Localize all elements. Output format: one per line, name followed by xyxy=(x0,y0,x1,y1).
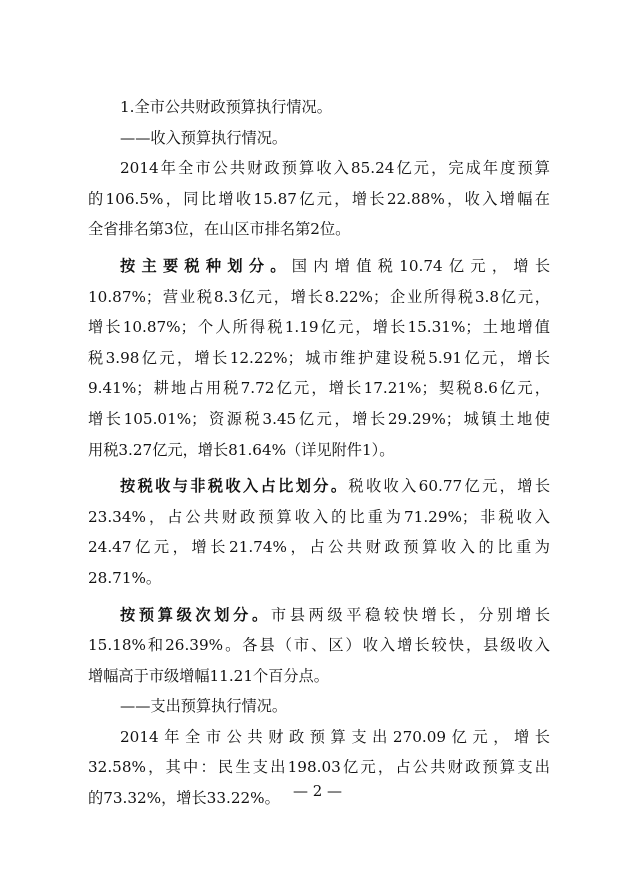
paragraph-lead: 按主要税种划分。 xyxy=(120,256,292,275)
text-line: 10.87%；营业税8.3亿元，增长8.22%；企业所得税3.8亿元， xyxy=(88,287,550,306)
text-line: 15.18%和26.39%。各县（市、区）收入增长较快，县级收入 xyxy=(88,636,550,655)
text-line: 按预算级次划分。市县两级平稳较快增长，分别增长 xyxy=(120,605,550,624)
text-line: 按税收与非税收入占比划分。税收收入60.77亿元，增长 xyxy=(120,477,550,496)
subsection-expense-heading: ——支出预算执行情况。 xyxy=(120,697,288,716)
section-heading: 1.全市公共财政预算执行情况。 xyxy=(120,98,332,116)
text-line: 用税3.27亿元，增长81.64%（详见附件1）。 xyxy=(88,440,395,459)
paragraph-by-budget-level xyxy=(88,600,550,692)
text-line: 的106.5%，同比增收15.87亿元，增长22.88%，收入增幅在 xyxy=(88,189,550,208)
text-line: 按主要税种划分。国内增值税10.74亿元，增长 xyxy=(120,256,550,275)
text-line: 增长105.01%；资源税3.45亿元，增长29.29%；城镇土地使 xyxy=(88,409,550,428)
paragraph-lead: 按预算级次划分。 xyxy=(120,605,271,624)
text-line: 全省排名第3位，在山区市排名第2位。 xyxy=(88,220,351,239)
text-line: 9.41%；耕地占用税7.72亿元，增长17.21%；契税8.6亿元， xyxy=(88,379,550,398)
text-line: 24.47亿元，增长21.74%，占公共财政预算收入的比重为 xyxy=(88,538,550,557)
text-line: 2014年全市公共财政预算收入85.24亿元，完成年度预算 xyxy=(120,159,550,178)
page-number: — 2 — xyxy=(292,782,343,800)
paragraph-by-tax-type xyxy=(88,251,550,465)
paragraph-lead: 按税收与非税收入占比划分。 xyxy=(120,477,349,496)
subsection-income-heading: ——收入预算执行情况。 xyxy=(120,128,288,147)
text-line: 增幅高于市级增幅11.21个百分点。 xyxy=(88,666,329,685)
text-line: 增长10.87%；个人所得税1.19亿元，增长15.31%；土地增值 xyxy=(88,318,550,337)
document-body xyxy=(88,92,550,814)
text-line: 税3.98亿元，增长12.22%；城市维护建设税5.91亿元，增长 xyxy=(88,348,550,367)
text-line: 23.34%，占公共财政预算收入的比重为71.29%；非税收入 xyxy=(88,507,550,526)
paragraph-tax-nontax-ratio xyxy=(88,471,550,593)
text-line: 的73.32%，增长33.22%。 xyxy=(88,789,280,808)
paragraph-income-summary xyxy=(88,153,550,245)
text-line: 28.71%。 xyxy=(88,568,162,587)
text-line: 32.58%，其中：民生支出198.03亿元，占公共财政预算支出 xyxy=(88,758,550,777)
text-line: 2014年全市公共财政预算支出270.09亿元，增长 xyxy=(120,727,550,746)
